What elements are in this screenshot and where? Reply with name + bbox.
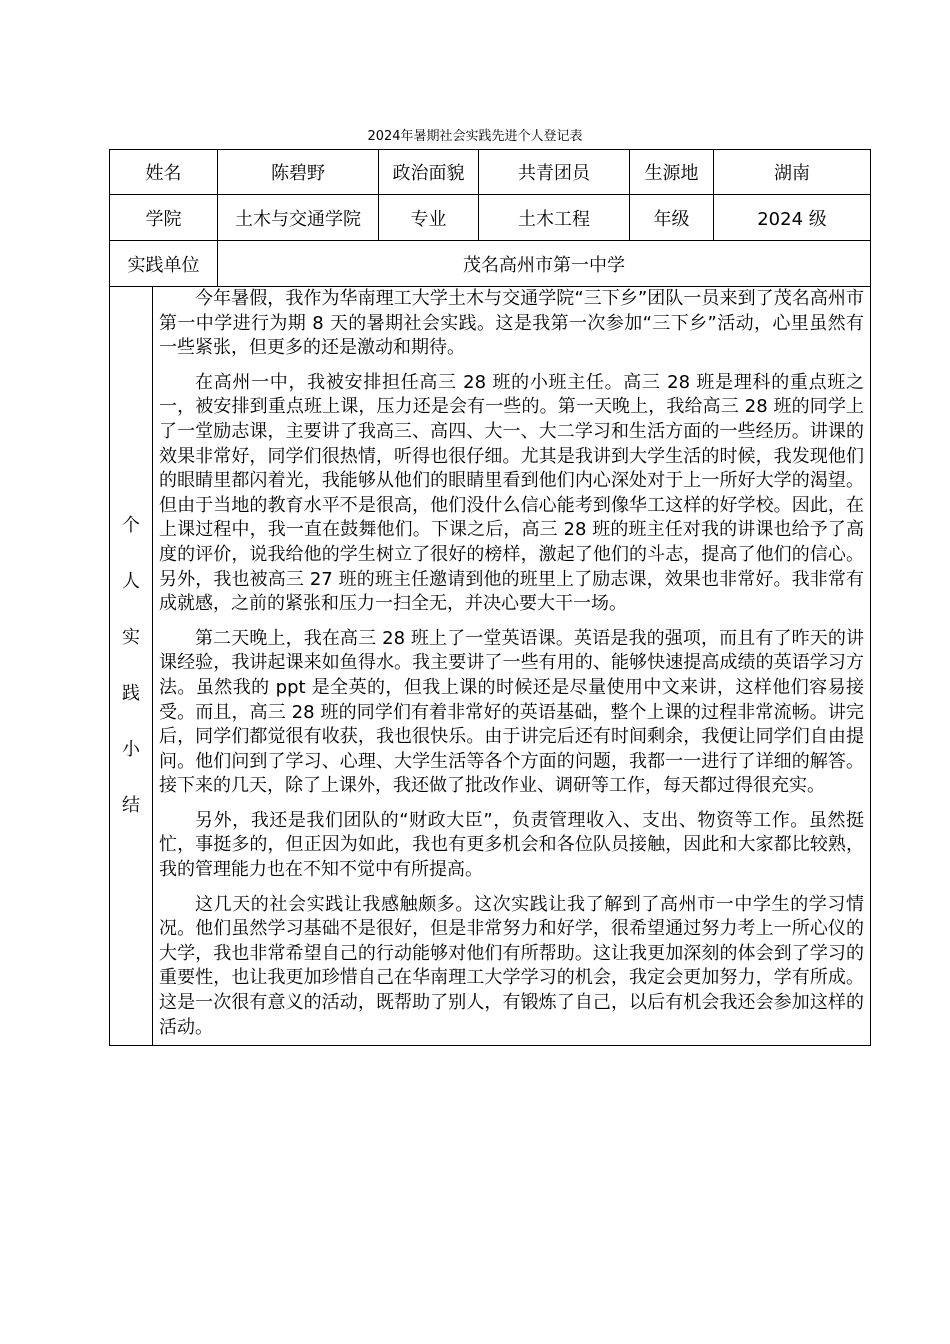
- origin-value: 湖南: [714, 150, 871, 195]
- origin-label: 生源地: [630, 150, 714, 195]
- name-value: 陈碧野: [218, 150, 379, 195]
- table-row-practice-unit: [110, 241, 871, 287]
- summary-paragraph: 今年暑假，我作为华南理工大学土木与交通学院“三下乡”团队一员来到了茂名高州市第一中学进行为期 8 天的暑期社会实践。这是我第一次参加“三下乡”活动，心里虽然有一些紧张，但更多的还是激动和期待。: [159, 288, 864, 359]
- summary-side-label: [110, 498, 152, 834]
- table-row-summary: [110, 287, 871, 1046]
- political-status-label: 政治面貌: [379, 150, 479, 195]
- side-char: 人: [122, 571, 140, 593]
- document-title: 2024年暑期社会实践先进个人登记表: [367, 129, 583, 144]
- side-char: 践: [122, 683, 140, 705]
- summary-paragraph: 在高州一中，我被安排担任高三 28 班的小班主任。高三 28 班是理科的重点班之一，被安排到重点班上课，压力还是会有一些的。第一天晚上，我给高三 28 班的同学上了一堂励志课，主要讲了我高三、高四、大一、大二学习和生活方面的一些经历。讲课的效果非常好，同学们很热情，听得也很仔细。尤其是我讲到大学生活的时候，我发现他们的眼睛里都闪着光，我能够从他们的眼睛里看到他们内心深处对于上一所好大学的渴望。但由于当地的教育水平不是很高，他们没什么信心能考到像华工这样的好学校。因此，在上课过程中，我一直在鼓舞他们。下课之后，高三 28 班的班主任对我的讲课也给予了高度的评价，说我给他的学生树立了很好的榜样，激起了他们的斗志，提高了他们的信心。另外，我也被高三 27 班的班主任邀请到他的班里上了励志课，效果也非常好。我非常有成就感，之前的紧张和压力一扫全无，并决心要大干一场。: [159, 371, 864, 615]
- grade-value: 2024 级: [714, 195, 871, 241]
- major-value: 土木工程: [479, 195, 630, 241]
- summary-paragraph: 另外，我还是我们团队的“财政大臣”，负责管理收入、支出、物资等工作。虽然挺忙，事挺多的，但正因为如此，我也有更多机会和各位队员接触，因此和大家都比较熟，我的管理能力也在不知不觉中有所提高。: [159, 809, 864, 881]
- practice-unit-value: 茂名高州市第一中学: [218, 241, 871, 287]
- summary-paragraph: 这几天的社会实践让我感触颇多。这次实践让我了解到了高州市一中学生的学习情况。他们虽然学习基础不是很好，但是非常努力和好学，很希望通过努力考上一所心仪的大学，我也非常希望自己的行动能够对他们有所帮助。这让我更加深刻的体会到了学习的重要性，也让我更加珍惜自己在华南理工大学学习的机会，我定会更加努力，学有所成。这是一次很有意义的活动，既帮助了别人，有锻炼了自己，以后有机会我还会参加这样的活动。: [159, 893, 864, 1038]
- name-label: 姓名: [110, 150, 218, 195]
- summary-inner-table: [110, 287, 870, 1045]
- college-label: 学院: [110, 195, 218, 241]
- summary-paragraph: 第二天晚上，我在高三 28 班上了一堂英语课。英语是我的强项，而且有了昨天的讲课经验，我讲起课来如鱼得水。我主要讲了一些有用的、能够快速提高成绩的英语学习方法。虽然我的 ppt 是全英的，但我上课的时候还是尽量使用中文来讲，这样他们容易接受。而且，高三 28 班的同学们有着非常好的英语基础，整个上课的过程非常流畅。讲完后，同学们都觉很有收获，我也很快乐。由于讲完后还有时间剩余，我便让同学们自由提问。他们问到了学习、心理、大学生活等各个方面的问题，我都一一进行了详细的解答。接下来的几天，除了上课外，我还做了批改作业、调研等工作，每天都过得很充实。: [159, 627, 864, 797]
- registration-table: [109, 149, 871, 1046]
- table-row-academic-info: [110, 195, 871, 241]
- side-char: 实: [122, 627, 140, 649]
- grade-label: 年级: [630, 195, 714, 241]
- college-value: 土木与交通学院: [218, 195, 379, 241]
- political-status-value: 共青团员: [479, 150, 630, 195]
- practice-unit-label: 实践单位: [110, 241, 218, 287]
- summary-row-holder: [110, 287, 871, 1046]
- table-row-basic-info: [110, 150, 871, 195]
- summary-side-cell: [110, 287, 153, 1045]
- side-char: 小: [122, 739, 140, 761]
- summary-text-cell: [153, 287, 871, 1045]
- side-char: 结: [122, 795, 140, 817]
- major-label: 专业: [379, 195, 479, 241]
- side-char: 个: [122, 515, 140, 537]
